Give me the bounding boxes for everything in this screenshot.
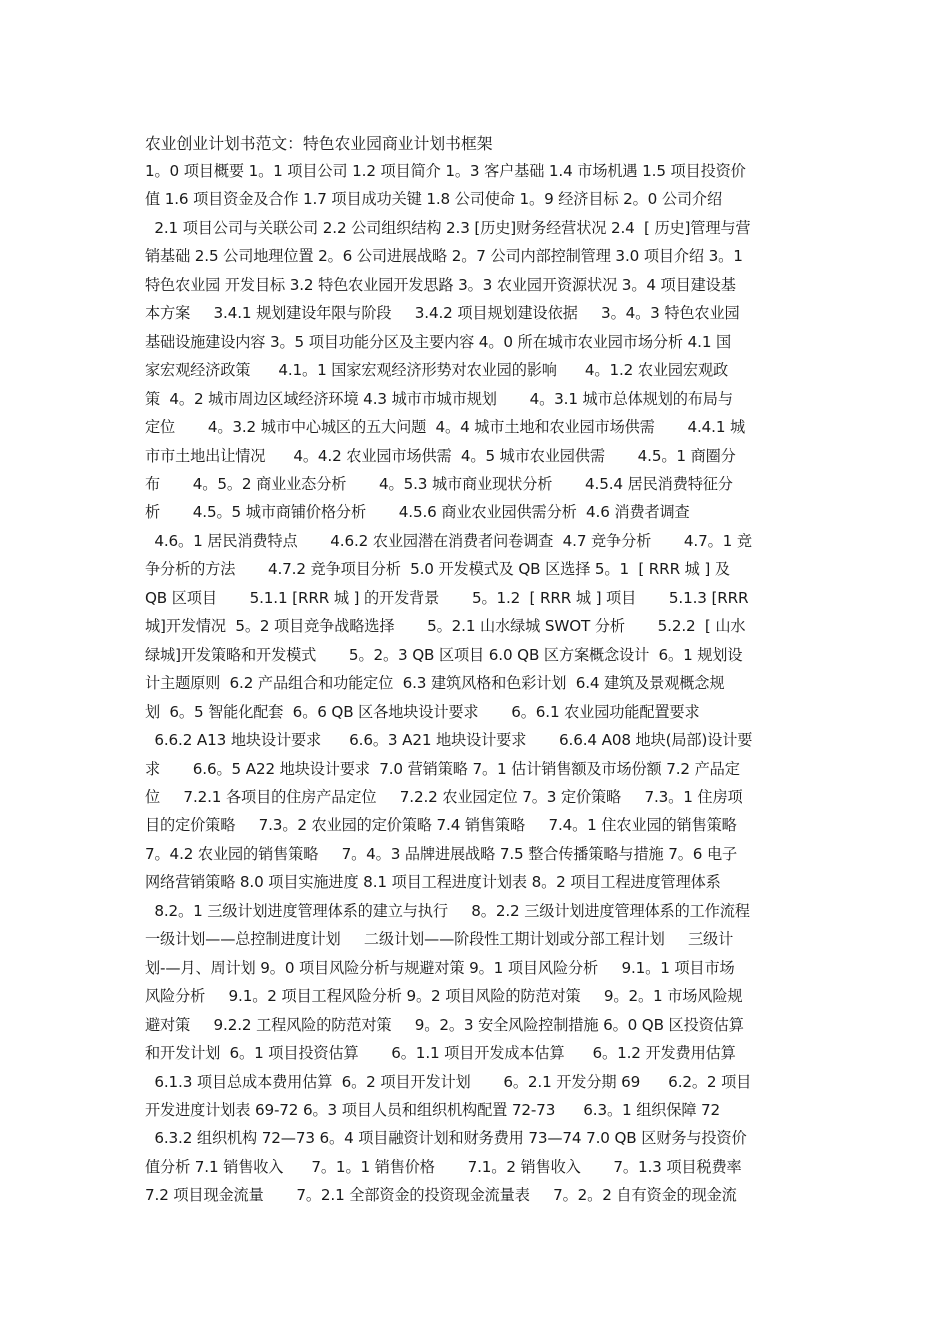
text-line: 划 6。5 智能化配套 6。6 QB 区各地块设计要求 6。6.1 农业园功能配置要求 xyxy=(145,702,700,721)
document-title: 农业创业计划书范文：特色农业园商业计划书框架 xyxy=(145,134,493,153)
text-line: 布 4。5。2 商业业态分析 4。5.3 城市商业现状分析 4.5.4 居民消费特征分 xyxy=(145,474,733,493)
text-line: 8.2。1 三级计划进度管理体系的建立与执行 8。2.2 三级计划进度管理体系的工作流程 xyxy=(145,901,750,920)
document-text xyxy=(145,157,815,1210)
text-line: 销基础 2.5 公司地理位置 2。6 公司进展战略 2。7 公司内部控制管理 3.0 项目介绍 3。1 xyxy=(145,247,743,266)
text-line: 定位 4。3.2 城市中心城区的五大问题 4。4 城市土地和农业园市场供需 4.4.1 城 xyxy=(145,418,746,437)
text-line: 绿城]开发策略和开发模式 5。2。3 QB 区项目 6.0 QB 区方案概念设计 6。1 规划设 xyxy=(145,645,743,664)
text-line: 位 7.2.1 各项目的住房产品定位 7.2.2 农业园定位 7。3 定价策略 7.3。1 住房项 xyxy=(145,787,743,806)
text-line: 6.1.3 项目总成本费用估算 6。2 项目开发计划 6。2.1 开发分期 69 6.2。2 项目 xyxy=(145,1072,752,1091)
text-line: 计主题原则 6.2 产品组合和功能定位 6.3 建筑风格和色彩计划 6.4 建筑及景观概念规 xyxy=(145,674,725,693)
text-line: 开发进度计划表 69-72 6。3 项目人员和组织机构配置 72-73 6.3。1 组织保障 72 xyxy=(145,1100,721,1119)
text-line: 4.6。1 居民消费特点 4.6.2 农业园潜在消费者问卷调查 4.7 竞争分析 4.7。1 竞 xyxy=(145,531,752,550)
text-line: 目的定价策略 7.3。2 农业园的定价策略 7.4 销售策略 7.4。1 住农业园的销售策略 xyxy=(145,816,737,835)
text-line: 策 4。2 城市周边区域经济环境 4.3 城市市城市规划 4。3.1 城市总体规划的布局与 xyxy=(145,389,733,408)
text-line: 值分析 7.1 销售收入 7。1。1 销售价格 7.1。2 销售收入 7。1.3 项目税费率 xyxy=(145,1157,742,1176)
text-line: 本方案 3.4.1 规划建设年限与阶段 3.4.2 项目规划建设依据 3。4。3 特色农业园 xyxy=(145,304,740,323)
text-line: 1。0 项目概要 1。1 项目公司 1.2 项目简介 1。3 客户基础 1.4 市场机遇 1.5 项目投资价 xyxy=(145,162,746,180)
text-line: 7。4.2 农业园的销售策略 7。4。3 品牌进展战略 7.5 整合传播策略与措施 7。6 电子 xyxy=(145,844,738,863)
text-line: 6.6.2 A13 地块设计要求 6.6。3 A21 地块设计要求 6.6.4 A08 地块(局部)设计要 xyxy=(145,731,753,750)
text-line: 城]开发情况 5。2 项目竞争战略选择 5。2.1 山水绿城 SWOT 分析 5.2.2 [ 山水 xyxy=(145,617,746,636)
text-line: 风险分析 9.1。2 项目工程风险分析 9。2 项目风险的防范对策 9。2。1 市场风险规 xyxy=(145,987,743,1006)
text-line: 一级计划——总控制进度计划 二级计划——阶段性工期计划或分部工程计划 三级计 xyxy=(145,930,734,949)
text-line: 网络营销策略 8.0 项目实施进度 8.1 项目工程进度计划表 8。2 项目工程进度管理体系 xyxy=(145,873,721,892)
text-line: 2.1 项目公司与关联公司 2.2 公司组织结构 2.3 [历史]财务经营状况 2.4 [ 历史]管理与营 xyxy=(145,218,751,237)
text-line: 市市土地出让情况 4。4.2 农业园市场供需 4。5 城市农业园供需 4.5。1 商圈分 xyxy=(145,446,736,465)
text-line: 基础设施建设内容 3。5 项目功能分区及主要内容 4。0 所在城市农业园市场分析 4.1 国 xyxy=(145,332,732,351)
text-line: 划-—月、周计划 9。0 项目风险分析与规避对策 9。1 项目风险分析 9.1。1 项目市场 xyxy=(145,958,735,977)
text-line: 家宏观经济政策 4.1。1 国家宏观经济形势对农业园的影响 4。1.2 农业园宏观政 xyxy=(145,361,729,380)
document-body xyxy=(145,131,815,1210)
text-line: 析 4.5。5 城市商铺价格分析 4.5.6 商业农业园供需分析 4.6 消费者调查 xyxy=(145,503,690,522)
text-line: 争分析的方法 4.7.2 竞争项目分析 5.0 开发模式及 QB 区选择 5。1 [ RRR 城 ] 及 xyxy=(145,560,730,579)
text-line: 值 1.6 项目资金及合作 1.7 项目成功关键 1.8 公司使命 1。9 经济目标 2。0 公司介绍 xyxy=(145,190,722,209)
text-line: 6.3.2 组织机构 72—73 6。4 项目融资计划和财务费用 73—74 7.0 QB 区财务与投资价 xyxy=(145,1129,747,1148)
text-line: 和开发计划 6。1 项目投资估算 6。1.1 项目开发成本估算 6。1.2 开发费用估算 xyxy=(145,1044,736,1063)
text-line: 求 6.6。5 A22 地块设计要求 7.0 营销策略 7。1 估计销售额及市场份额 7.2 产品定 xyxy=(145,759,740,778)
text-line: 特色农业园 开发目标 3.2 特色农业园开发思路 3。3 农业园开资源状况 3。4 项目建设基 xyxy=(145,275,736,294)
text-line: 7.2 项目现金流量 7。2.1 全部资金的投资现金流量表 7。2。2 自有资金的现金流 xyxy=(145,1186,737,1205)
text-line: QB 区项目 5.1.1 [RRR 城 ] 的开发背景 5。1.2 [ RRR 城 ] 项目 5.1.3 [RRR xyxy=(145,588,749,607)
text-line: 避对策 9.2.2 工程风险的防范对策 9。2。3 安全风险控制措施 6。0 QB 区投资估算 xyxy=(145,1015,744,1034)
